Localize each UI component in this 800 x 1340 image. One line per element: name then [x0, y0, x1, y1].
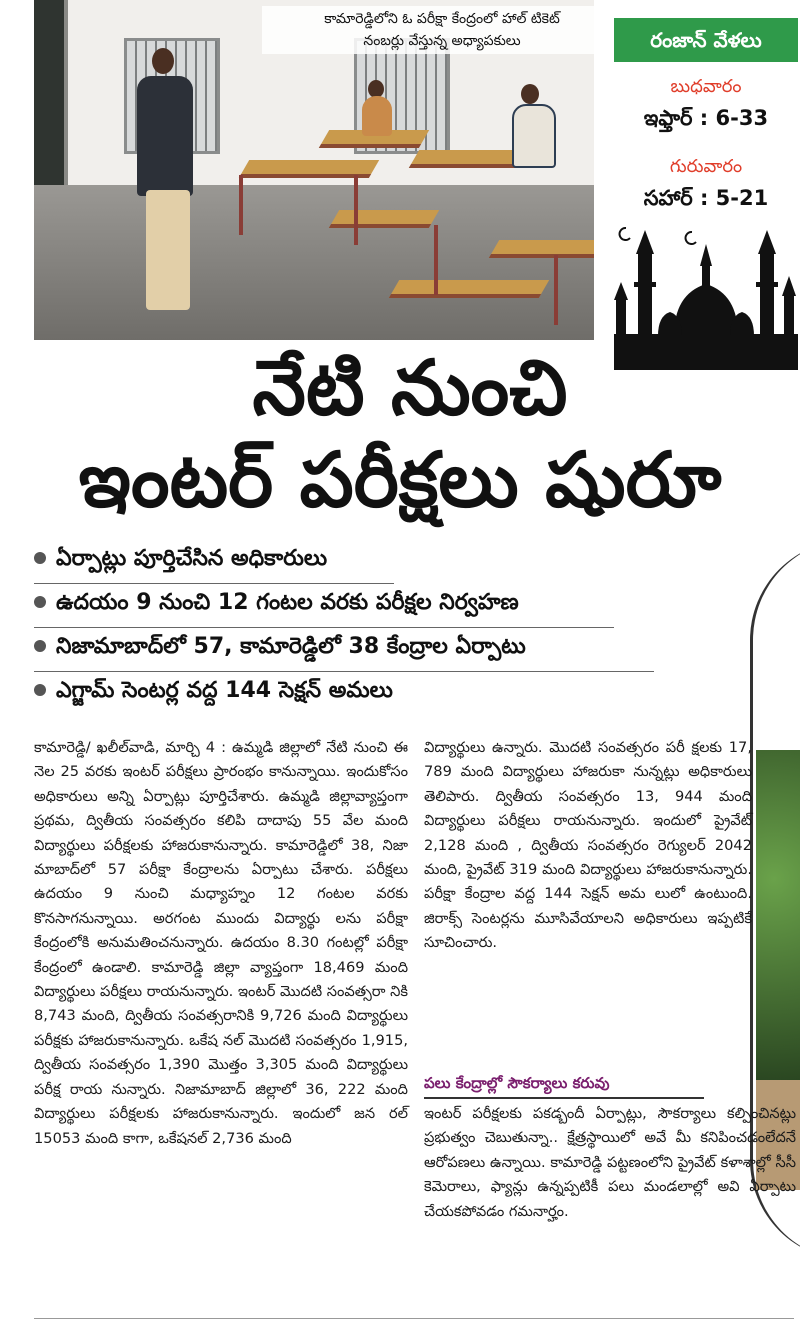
article-paragraph: ఇంటర్ పరీక్షలకు పకడ్బందీ ఏర్పాట్లు, సౌకర్యాలు కల్పించినట్లు ప్రభుత్వం చెబుతున్నా.. క్షేత్రస్థాయిలో అవే మీ కనిపించడంలేదనే ఆరోపణలు ఉన్నాయి. కామారెడ్డి పట్టణంలోని ప్రైవేట్ కళాశాల్లో సీసీ కెమెరాలు, ఫ్యాన్లు ఉన్నప్పటికీ పలు మండలాల్లో అవి ఏర్పాటు చేయకపోవడం గమనార్హం.: [424, 1105, 796, 1220]
bottom-divider: [34, 1318, 794, 1319]
headline-line2: ఇంటర్ పరీక్షలు షురూ: [78, 435, 722, 524]
highlight-item: [34, 628, 654, 672]
article-column-1: [34, 736, 408, 1151]
ramzan-iftar-time: ఇఫ్తార్ : 6-33: [643, 106, 769, 130]
photo-person-head: [521, 84, 539, 104]
photo-bench: [489, 240, 594, 258]
highlight-text: నిజామాబాద్‌లో 57, కామారెడ్డిలో 38 కేంద్రాల ఏర్పాటు: [56, 634, 526, 659]
photo-caption-line2: నంబర్లు వేస్తున్న అధ్యాపకులు: [363, 33, 521, 49]
photo-person: [362, 96, 392, 136]
photo-bench: [389, 280, 549, 298]
ramzan-day-wednesday: బుధవారం: [670, 76, 742, 97]
highlights-list: [34, 540, 654, 716]
highlight-item: [34, 540, 394, 584]
photo-person: [137, 76, 193, 196]
photo-bench: [329, 210, 439, 228]
article-paragraph: కామారెడ్డి/ ఖలీల్‌వాడి, మార్చి 4 : ఉమ్మడి జిల్లాలో నేటి నుంచి ఈ నెల 25 వరకు ఇంటర్ పరీక్షలు ప్రారంభం కానున్నాయి. ఇందుకోసం అధికారులు అన్ని ఏర్పాట్లు పూర్తిచేశారు. ఉమ్మడి జిల్లావ్యాప్తంగా ప్రథమ, ద్వితీయ సంవత్సరం కలిపి దాదాపు 55 వేల మంది విద్యార్థులు పరీక్షలకు హాజరుకానున్నారు. కామారెడ్డిలో 38, నిజా మాబాద్‌లో 57 పరీక్షా కేంద్రాలను ఏర్పాటు చేశారు. పరీక్షలు ఉదయం 9 నుంచి మధ్యాహ్నం 12 గంటల వరకు కొనసాగనున్నాయి. అరగంట ముందు విద్యార్థు లను పరీక్షా కేంద్రంలోకి అనుమతించనున్నారు. ఉదయం 8.30 గంటల్లో పరీక్షా కేంద్రంలో ఉండాలి. కామారెడ్డి జిల్లా వ్యాప్తంగా 18,469 మంది విద్యార్థులు పరీక్షలు రాయనున్నారు. ఇంటర్ మొదటి సంవత్సరా నికి 8,743 మంది, ద్వితీయ సంవత్సరానికి 9,726 మంది విద్యార్థులు పరీక్షకు హాజరుకానున్నారు. ఒకేష నల్ మొదటి సంవత్సరం 1,915, ద్వితీయ సంవత్సరం 1,390 మొత్తం 3,305 మంది విద్యార్థులు పరీక్ష రాయ నున్నారు. నిజామాబాద్ జిల్లాలో 36, 222 మంది విద్యార్థులు పరీక్షలకు హాజరుకానున్నారు. ఇందులో జన రల్ 15053 మంది కాగా, ఒకేషనల్ 2,736 మంది: [34, 739, 408, 1147]
photo-bench-leg: [554, 255, 558, 325]
ramzan-day-thursday: గురువారం: [669, 156, 743, 177]
highlight-text: ఏర్పాట్లు పూర్తిచేసిన అధికారులు: [56, 546, 328, 571]
article-subheading: పలు కేంద్రాల్లో సౌకర్యాలు కరువు: [424, 1074, 610, 1092]
photo-blackboard: [34, 0, 68, 190]
highlight-text: ఉదయం 9 నుంచి 12 గంటల వరకు పరీక్షల నిర్వహణ: [56, 590, 519, 615]
photo-person: [512, 104, 556, 168]
photo-person-legs: [146, 190, 190, 310]
headline-line1: నేటి నుంచి: [252, 343, 568, 432]
article-paragraph: విద్యార్థులు ఉన్నారు. మొదటి సంవత్సరం పరీ క్షలకు 17, 789 మంది విద్యార్థులు హాజరుకా నున్నట్లు అధికారులు తెలిపారు. ద్వితీయ సంవత్సరం 13, 944 మంది విద్యార్థులు పరీక్షలు రాయనున్నారు. ఇందులో ప్రైవేట్ 2,128 మంది , ద్వితీయ సంవత్సరం రెగ్యులర్ 2042 మంది, ప్రైవేట్ 319 మంది విద్యార్థులు హాజరుకానున్నారు. పరీక్షా కేంద్రాల వద్ద 144 సెక్షన్ అమ లులో ఉంటుంది. జిరాక్స్ సెంటర్లను మూసివేయాలని అధికారులు ఇప్పటికే సూచించారు.: [424, 739, 752, 952]
bullet-dot-icon: [34, 552, 46, 564]
ramzan-title: రంజాన్ వేళలు: [614, 18, 798, 62]
bullet-dot-icon: [34, 596, 46, 608]
photo-person-head: [152, 48, 174, 74]
highlight-item: [34, 584, 614, 628]
exam-hall-photo: [34, 0, 594, 340]
photo-bench-leg: [239, 175, 243, 235]
photo-caption: [262, 6, 594, 54]
subheading-underline: [424, 1097, 704, 1099]
ramzan-sahar-time: సహార్ : 5-21: [643, 186, 769, 210]
photo-bench-leg: [354, 175, 358, 245]
photo-bench-leg: [434, 225, 438, 295]
article-column-2: [424, 736, 752, 956]
photo-bench: [239, 160, 379, 178]
highlight-text: ఎగ్జామ్ సెంటర్ల వద్ద 144 సెక్షన్ అమలు: [56, 678, 393, 703]
bullet-dot-icon: [34, 684, 46, 696]
photo-caption-line1: కామారెడ్డిలోని ఓ పరీక్షా కేంద్రంలో హాల్ టికెట్: [324, 11, 560, 27]
ramzan-timings-box: [614, 18, 798, 368]
highlight-item: [34, 672, 484, 716]
article-column-3: [424, 1102, 796, 1224]
bullet-dot-icon: [34, 640, 46, 652]
photo-floor: [34, 185, 594, 340]
